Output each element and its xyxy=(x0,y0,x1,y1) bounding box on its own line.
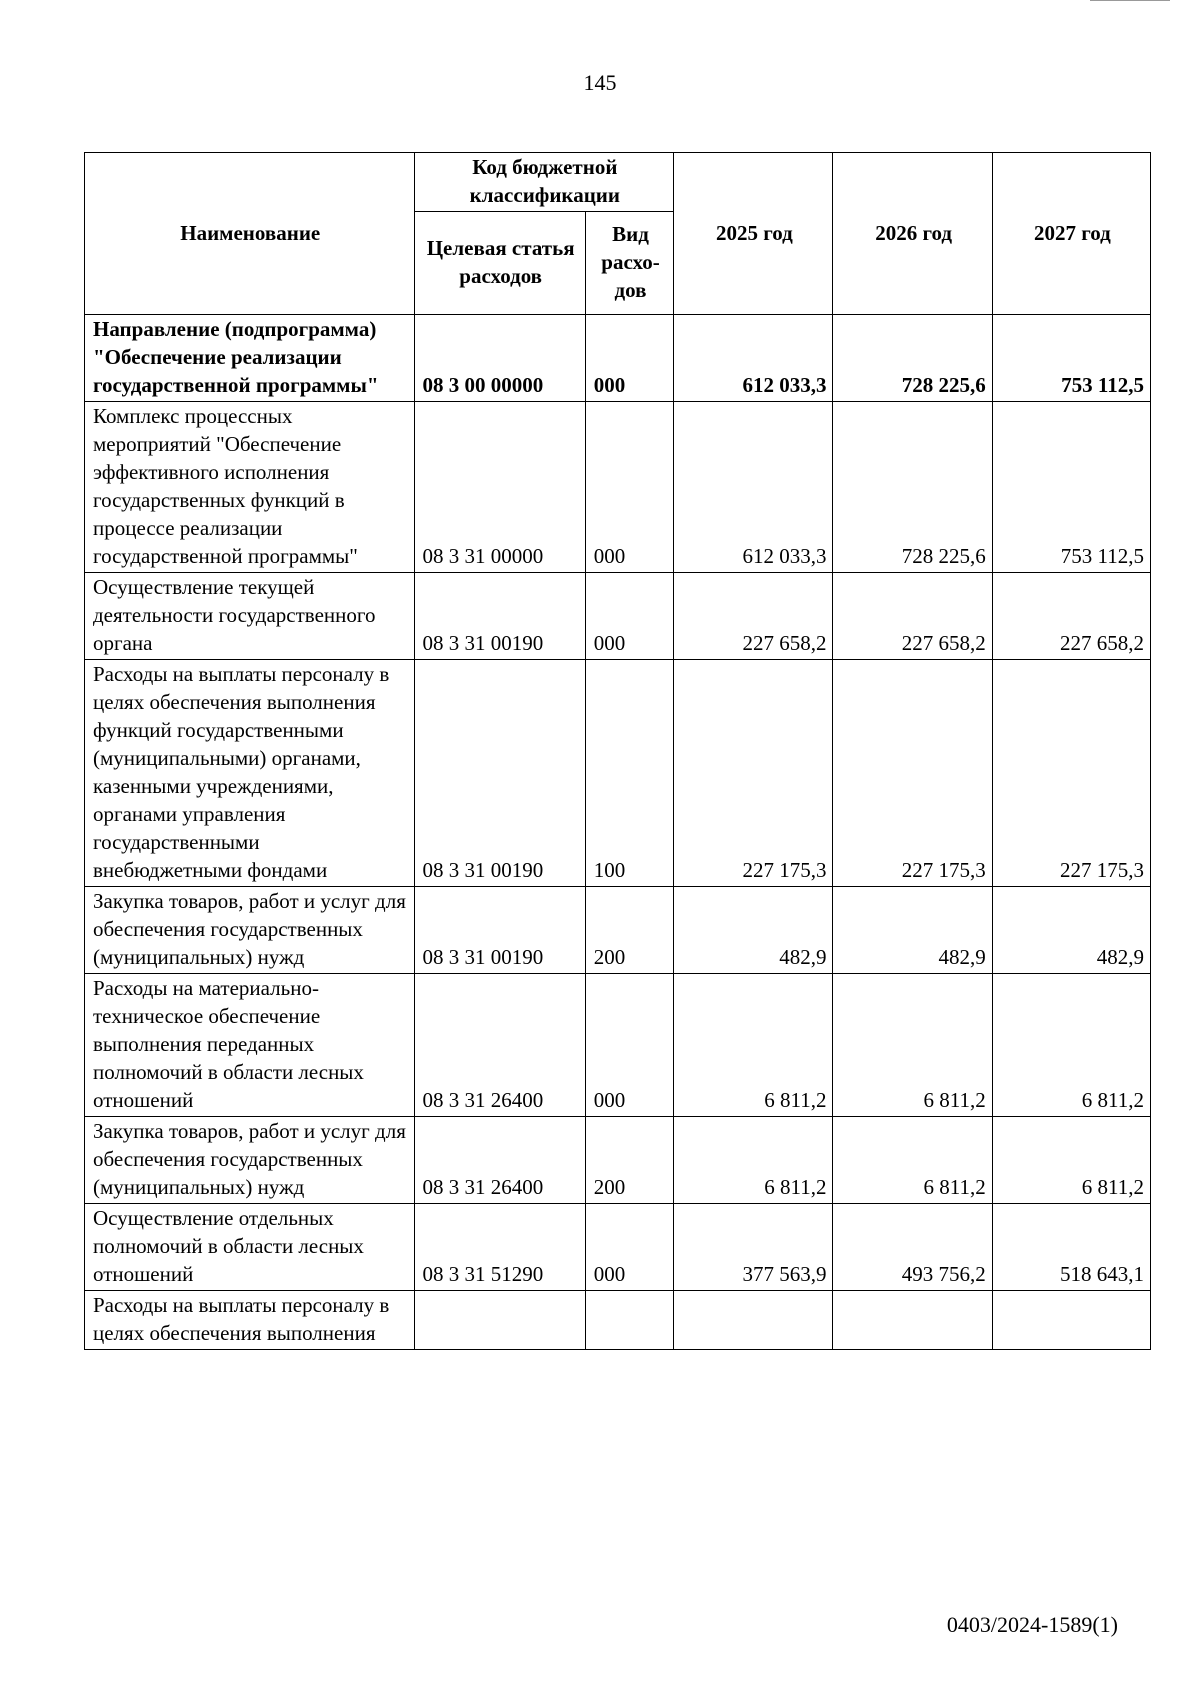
table-row xyxy=(85,1291,1151,1350)
row-expense-type xyxy=(585,1291,673,1350)
table-row xyxy=(85,573,1151,660)
row-value-2026: 493 756,2 xyxy=(833,1204,992,1291)
row-value-2025 xyxy=(674,1291,833,1350)
row-value-2025: 482,9 xyxy=(674,887,833,974)
row-value-2026: 227 175,3 xyxy=(833,660,992,887)
row-value-2025: 612 033,3 xyxy=(674,315,833,402)
row-name: Расходы на материально-техническое обеспечение выполнения переданных полномочий в области лесных отношений xyxy=(85,974,415,1117)
row-target-article: 08 3 31 00000 xyxy=(414,402,585,573)
row-name: Осуществление отдельных полномочий в области лесных отношений xyxy=(85,1204,415,1291)
row-target-article: 08 3 31 26400 xyxy=(414,974,585,1117)
row-name: Осуществление текущей деятельности государственного органа xyxy=(85,573,415,660)
table-row xyxy=(85,402,1151,573)
row-value-2027: 753 112,5 xyxy=(992,402,1150,573)
row-target-article: 08 3 00 00000 xyxy=(414,315,585,402)
row-target-article: 08 3 31 00190 xyxy=(414,887,585,974)
row-name: Комплекс процессных мероприятий "Обеспечение эффективного исполнения государственных функций в процессе реализации государственной программы" xyxy=(85,402,415,573)
row-value-2027 xyxy=(992,1291,1150,1350)
row-expense-type: 200 xyxy=(585,887,673,974)
row-value-2027: 6 811,2 xyxy=(992,1117,1150,1204)
row-value-2026: 728 225,6 xyxy=(833,315,992,402)
budget-table xyxy=(84,152,1151,1350)
row-value-2026: 482,9 xyxy=(833,887,992,974)
row-name: Направление (подпрограмма) "Обеспечение реализации государственной программы" xyxy=(85,315,415,402)
table-row xyxy=(85,315,1151,402)
row-name: Расходы на выплаты персоналу в целях обеспечения выполнения xyxy=(85,1291,415,1350)
row-value-2025: 227 175,3 xyxy=(674,660,833,887)
row-value-2027: 753 112,5 xyxy=(992,315,1150,402)
row-value-2025: 612 033,3 xyxy=(674,402,833,573)
header-year-2026: 2026 год xyxy=(833,153,992,315)
header-year-2025: 2025 год xyxy=(674,153,833,315)
row-expense-type: 100 xyxy=(585,660,673,887)
top-edge-rule xyxy=(1090,0,1170,1)
row-target-article: 08 3 31 26400 xyxy=(414,1117,585,1204)
row-value-2027: 227 658,2 xyxy=(992,573,1150,660)
table-row xyxy=(85,660,1151,887)
document-id: 0403/2024-1589(1) xyxy=(946,1612,1118,1637)
row-name: Расходы на выплаты персоналу в целях обеспечения выполнения функций государственными (муниципальными) органами, казенными учреждениями, органами управления государственными внебюджетными фондами xyxy=(85,660,415,887)
row-value-2025: 6 811,2 xyxy=(674,974,833,1117)
row-value-2026: 6 811,2 xyxy=(833,1117,992,1204)
row-value-2026: 728 225,6 xyxy=(833,402,992,573)
row-expense-type: 200 xyxy=(585,1117,673,1204)
row-target-article: 08 3 31 00190 xyxy=(414,573,585,660)
table-body xyxy=(85,315,1151,1350)
page-number: 145 xyxy=(583,70,617,95)
row-value-2026 xyxy=(833,1291,992,1350)
row-expense-type: 000 xyxy=(585,974,673,1117)
row-value-2027: 6 811,2 xyxy=(992,974,1150,1117)
row-value-2026: 6 811,2 xyxy=(833,974,992,1117)
row-expense-type: 000 xyxy=(585,315,673,402)
header-name: Наименование xyxy=(85,153,415,315)
row-name: Закупка товаров, работ и услуг для обеспечения государственных (муниципальных) нужд xyxy=(85,1117,415,1204)
row-expense-type: 000 xyxy=(585,402,673,573)
header-kbk-group: Код бюджетной классификации xyxy=(414,153,674,212)
row-target-article: 08 3 31 00190 xyxy=(414,660,585,887)
row-value-2026: 227 658,2 xyxy=(833,573,992,660)
row-value-2027: 518 643,1 xyxy=(992,1204,1150,1291)
table-row xyxy=(85,1204,1151,1291)
row-value-2025: 377 563,9 xyxy=(674,1204,833,1291)
row-value-2025: 6 811,2 xyxy=(674,1117,833,1204)
header-target-article: Целевая статья расходов xyxy=(414,212,585,315)
row-target-article xyxy=(414,1291,585,1350)
header-expense-type: Вид расхо-дов xyxy=(585,212,673,315)
table-row xyxy=(85,974,1151,1117)
row-value-2027: 482,9 xyxy=(992,887,1150,974)
table-row xyxy=(85,887,1151,974)
row-target-article: 08 3 31 51290 xyxy=(414,1204,585,1291)
header-year-2027: 2027 год xyxy=(992,153,1150,315)
row-name: Закупка товаров, работ и услуг для обеспечения государственных (муниципальных) нужд xyxy=(85,887,415,974)
row-value-2027: 227 175,3 xyxy=(992,660,1150,887)
row-value-2025: 227 658,2 xyxy=(674,573,833,660)
row-expense-type: 000 xyxy=(585,573,673,660)
table-row xyxy=(85,1117,1151,1204)
row-expense-type: 000 xyxy=(585,1204,673,1291)
